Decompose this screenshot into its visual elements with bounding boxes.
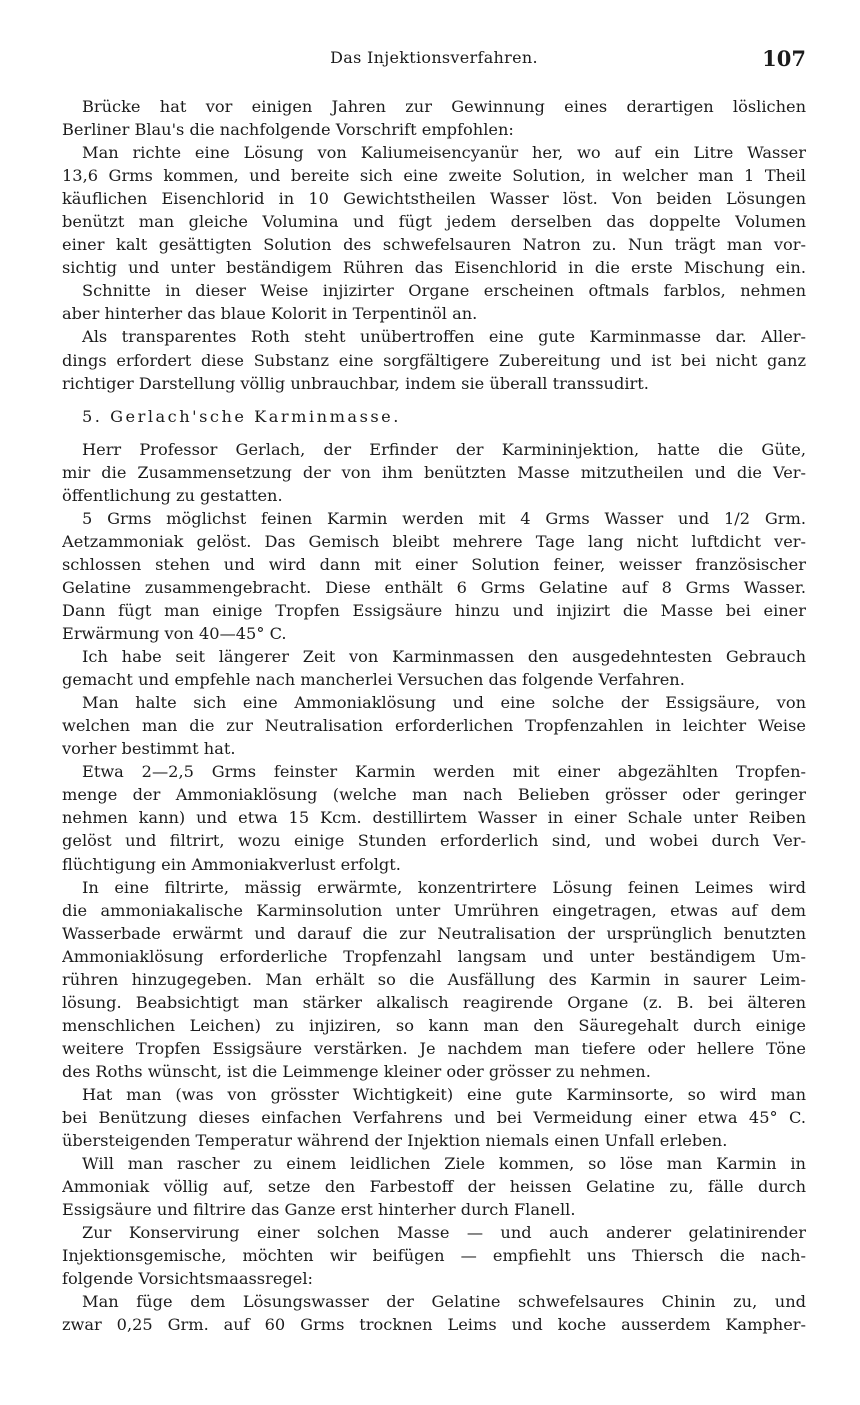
text-line: übersteigenden Temperatur während der Injektion niemals einen Unfall erleben. bbox=[62, 1131, 728, 1151]
text-line: einer kalt gesättigten Solution des schwefelsauren Natron zu. Nun trägt man vor- bbox=[62, 235, 806, 255]
text-line: Dann fügt man einige Tropfen Essigsäure hinzu und injizirt die Masse bei einer bbox=[62, 600, 806, 620]
text-line: öffentlichung zu gestatten. bbox=[62, 485, 283, 505]
text-line: gemacht und empfehle nach mancherlei Versuchen das folgende Verfahren. bbox=[62, 670, 685, 690]
body-text bbox=[62, 95, 806, 1336]
text-line: 5 Grms möglichst feinen Karmin werden mit 4 Grms Wasser und 1/2 Grm. bbox=[82, 508, 806, 528]
text-line: rühren hinzugegeben. Man erhält so die Ausfällung des Karmin in saurer Leim- bbox=[62, 969, 806, 989]
header-title: Das Injektionsverfahren. bbox=[330, 48, 538, 67]
text-line: Erwärmung von 40—45° C. bbox=[62, 624, 287, 644]
text-line: weitere Tropfen Essigsäure verstärken. Je nachdem man tiefere oder hellere Töne bbox=[62, 1038, 806, 1058]
text-line: käuflichen Eisenchlorid in 10 Gewichtstheilen Wasser löst. Von beiden Lösungen bbox=[62, 189, 806, 209]
text-line: Ammoniak völlig auf, setze den Farbestoff der heissen Gelatine zu, fälle durch bbox=[62, 1177, 806, 1197]
text-line: dings erfordert diese Substanz eine sorgfältigere Zubereitung und ist bei nicht ganz bbox=[62, 350, 806, 370]
text-line: Als transparentes Roth steht unübertroffen eine gute Karminmasse dar. Aller- bbox=[82, 327, 806, 347]
text-line: Man halte sich eine Ammoniaklösung und eine solche der Essigsäure, von bbox=[82, 693, 806, 713]
text-line: gelöst und filtrirt, wozu einige Stunden erforderlich sind, und wobei durch Ver- bbox=[62, 831, 806, 851]
text-line: menschlichen Leichen) zu injiziren, so kann man den Säuregehalt durch einige bbox=[62, 1015, 806, 1035]
text-line: aber hinterher das blaue Kolorit in Terpentinöl an. bbox=[62, 304, 478, 324]
text-line: des Roths wünscht, ist die Leimmenge kleiner oder grösser zu nehmen. bbox=[62, 1061, 651, 1081]
text-line: die ammoniakalische Karminsolution unter Umrühren eingetragen, etwas auf dem bbox=[62, 900, 806, 920]
text-line: zwar 0,25 Grm. auf 60 Grms trocknen Leims und koche ausserdem Kampher- bbox=[62, 1315, 806, 1335]
text-line: schlossen stehen und wird dann mit einer Solution feiner, weisser französischer bbox=[62, 554, 806, 574]
text-line: Essigsäure und filtrire das Ganze erst hinterher durch Flanell. bbox=[62, 1200, 576, 1220]
text-line: Herr Professor Gerlach, der Erfinder der Karmininjektion, hatte die Güte, bbox=[82, 439, 806, 459]
text-line: Zur Konservirung einer solchen Masse — und auch anderer gelatinirender bbox=[82, 1223, 806, 1243]
text-line: flüchtigung ein Ammoniakverlust erfolgt. bbox=[62, 854, 401, 874]
text-line: Berliner Blau's die nachfolgende Vorschrift empfohlen: bbox=[62, 120, 514, 140]
text-line: Schnitte in dieser Weise injizirter Organe erscheinen oftmals farblos, nehmen bbox=[82, 281, 806, 301]
text-line: folgende Vorsichtsmaassregel: bbox=[62, 1269, 313, 1289]
text-line: lösung. Beabsichtigt man stärker alkalisch reagirende Organe (z. B. bei älteren bbox=[62, 992, 806, 1012]
text-line: sichtig und unter beständigem Rühren das Eisenchlorid in die erste Mischung ein. bbox=[62, 258, 806, 278]
text-line: Injektionsgemische, möchten wir beifügen — empfiehlt uns Thiersch die nach- bbox=[62, 1246, 806, 1266]
text-line: vorher bestimmt hat. bbox=[62, 739, 236, 759]
text-line: Will man rascher zu einem leidlichen Ziele kommen, so löse man Karmin in bbox=[82, 1154, 806, 1174]
section-heading: 5. Gerlach'sche Karminmasse. bbox=[82, 406, 401, 426]
page-number: 107 bbox=[762, 46, 806, 71]
text-line: Gelatine zusammengebracht. Diese enthält 6 Grms Gelatine auf 8 Grms Wasser. bbox=[62, 577, 806, 597]
text-line: Wasserbade erwärmt und darauf die zur Neutralisation der ursprünglich benutzten bbox=[62, 923, 806, 943]
text-line: Ammoniaklösung erforderliche Tropfenzahl langsam und unter beständigem Um- bbox=[62, 946, 806, 966]
text-line: welchen man die zur Neutralisation erforderlichen Tropfenzahlen in leichter Weise bbox=[62, 716, 806, 736]
text-line: menge der Ammoniaklösung (welche man nach Belieben grösser oder geringer bbox=[62, 785, 806, 805]
text-line: Hat man (was von grösster Wichtigkeit) eine gute Karminsorte, so wird man bbox=[82, 1084, 806, 1104]
text-line: In eine filtrirte, mässig erwärmte, konzentrirtere Lösung feinen Leimes wird bbox=[82, 877, 806, 897]
text-line: 13,6 Grms kommen, und bereite sich eine zweite Solution, in welcher man 1 Theil bbox=[62, 166, 806, 186]
text-line: benützt man gleiche Volumina und fügt jedem derselben das doppelte Volumen bbox=[62, 212, 806, 232]
text-line: bei Benützung dieses einfachen Verfahrens und bei Vermeidung einer etwa 45° C. bbox=[62, 1108, 806, 1128]
running-header bbox=[62, 48, 806, 74]
text-line: Man richte eine Lösung von Kaliumeisencyanür her, wo auf ein Litre Wasser bbox=[82, 143, 806, 163]
text-line: Ich habe seit längerer Zeit von Karminmassen den ausgedehntesten Gebrauch bbox=[82, 647, 806, 667]
text-line: mir die Zusammensetzung der von ihm benützten Masse mitzutheilen und die Ver- bbox=[62, 462, 806, 482]
text-line: richtiger Darstellung völlig unbrauchbar, indem sie überall transsudirt. bbox=[62, 373, 649, 393]
text-line: Brücke hat vor einigen Jahren zur Gewinnung eines derartigen löslichen bbox=[82, 97, 806, 116]
text-line: Man füge dem Lösungswasser der Gelatine schwefelsaures Chinin zu, und bbox=[82, 1292, 806, 1312]
text-line: nehmen kann) und etwa 15 Kcm. destillirtem Wasser in einer Schale unter Reiben bbox=[62, 808, 806, 828]
text-line: Aetzammoniak gelöst. Das Gemisch bleibt mehrere Tage lang nicht luftdicht ver- bbox=[62, 531, 806, 551]
text-line: Etwa 2—2,5 Grms feinster Karmin werden mit einer abgezählten Tropfen- bbox=[82, 762, 806, 782]
